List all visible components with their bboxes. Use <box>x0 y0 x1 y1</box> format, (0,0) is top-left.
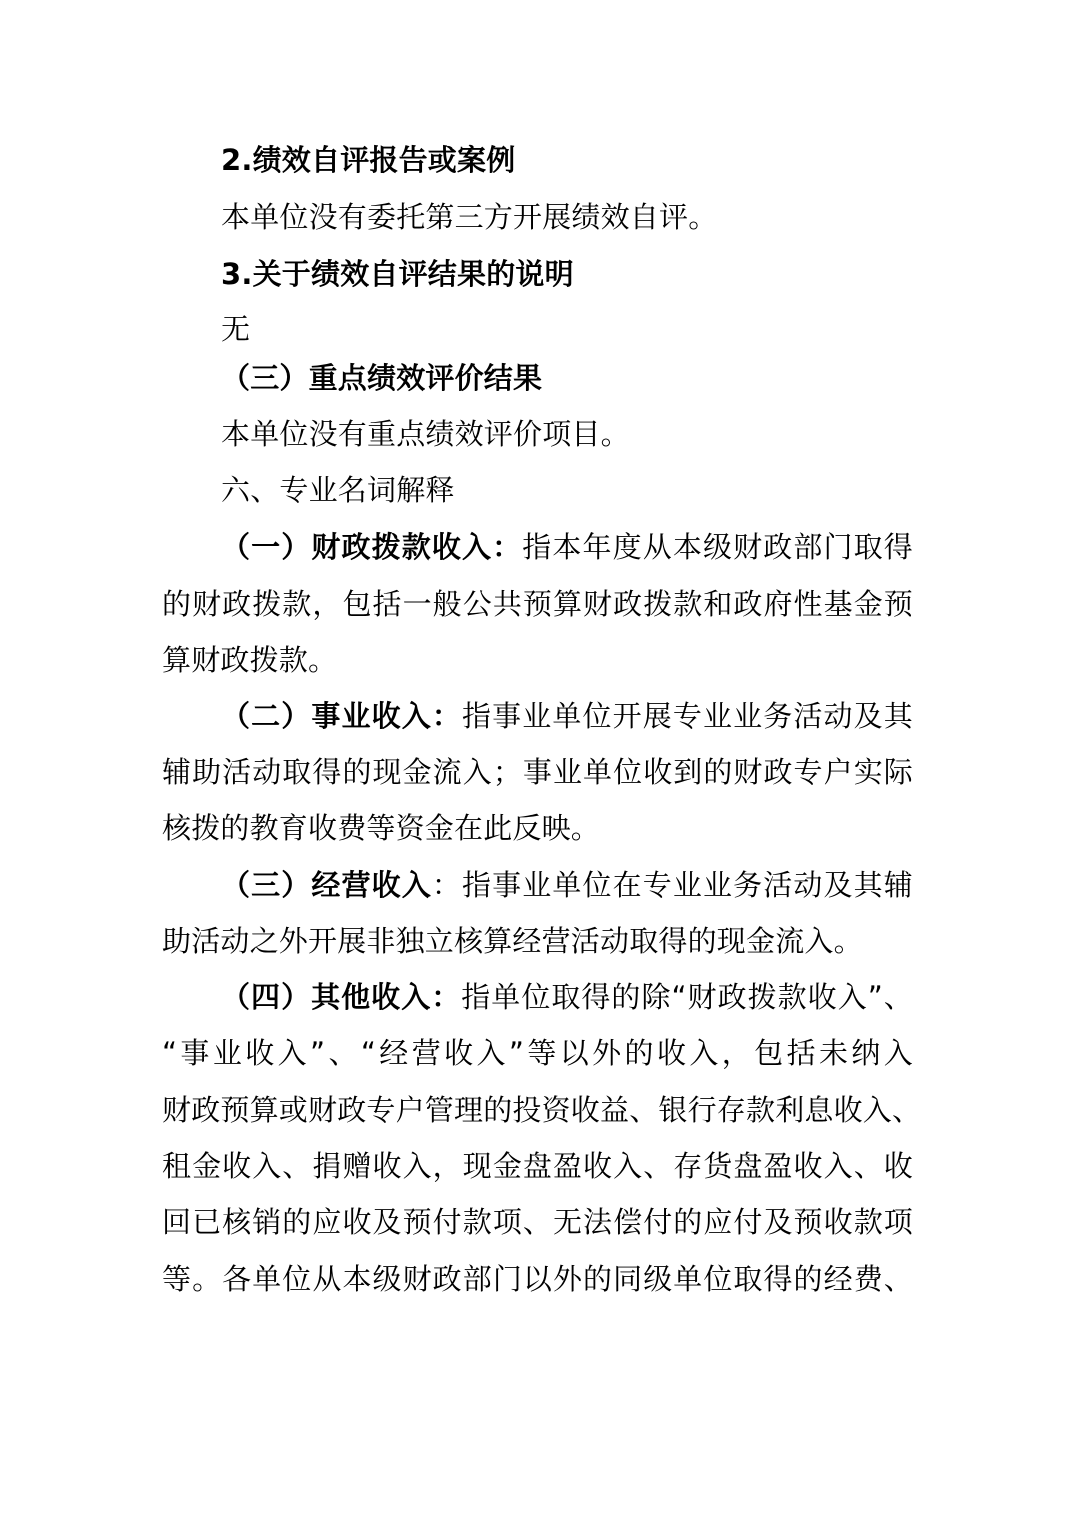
term-4-line-5: 回已核销的应收及预付款项、无法偿付的应付及预收款项 <box>162 1205 913 1239</box>
term-3-text: ：指事业单位在专业业务活动及其辅 <box>431 868 913 902</box>
term-1-line-3: 算财政拨款。 <box>162 643 338 677</box>
paragraph-self-evaluation-results: 无 <box>221 312 251 346</box>
term-3-line-2: 助活动之外开展非独立核算经营活动取得的现金流入。 <box>162 924 863 958</box>
term-1-label: （一）财政拨款收入： <box>221 530 523 564</box>
term-4-text: 指单位取得的除“财政拨款收入”、 <box>461 980 913 1014</box>
term-4-line-2: “事业收入”、“经营收入”等以外的收入，包括未纳入 <box>162 1036 913 1070</box>
heading-key-evaluation-results: （三）重点绩效评价结果 <box>221 361 543 395</box>
term-1-first-line <box>221 527 913 567</box>
paragraph-key-evaluation-results: 本单位没有重点绩效评价项目。 <box>221 417 630 451</box>
term-3-label: （三）经营收入 <box>221 868 432 902</box>
term-4-line-3: 财政预算或财政专户管理的投资收益、银行存款利息收入、 <box>162 1093 922 1127</box>
term-2-text: 指事业单位开展专业业务活动及其 <box>462 699 913 733</box>
term-2-line-2: 辅助活动取得的现金流入；事业单位收到的财政专户实际 <box>162 755 913 789</box>
term-2-line-3: 核拨的教育收费等资金在此反映。 <box>162 811 601 845</box>
paragraph-performance-report: 本单位没有委托第三方开展绩效自评。 <box>221 200 718 234</box>
term-4-line-4: 租金收入、捐赠收入，现金盘盈收入、存货盘盈收入、收 <box>162 1149 913 1183</box>
term-2-label: （二）事业收入： <box>221 699 463 733</box>
section-heading-terms: 六、专业名词解释 <box>221 473 455 507</box>
term-4-line-6: 等。各单位从本级财政部门以外的同级单位取得的经费、 <box>162 1262 913 1296</box>
term-4-first-line <box>221 977 913 1017</box>
term-1-line-2: 的财政拨款，包括一般公共预算财政拨款和政府性基金预 <box>162 587 913 621</box>
term-4-label: （四）其他收入： <box>221 980 462 1014</box>
term-3-first-line <box>221 865 913 905</box>
term-1-text: 指本年度从本级财政部门取得 <box>522 530 913 564</box>
heading-self-evaluation-results: 3.关于绩效自评结果的说明 <box>221 257 574 291</box>
heading-performance-report: 2.绩效自评报告或案例 <box>221 143 516 177</box>
term-2-first-line <box>221 696 913 736</box>
